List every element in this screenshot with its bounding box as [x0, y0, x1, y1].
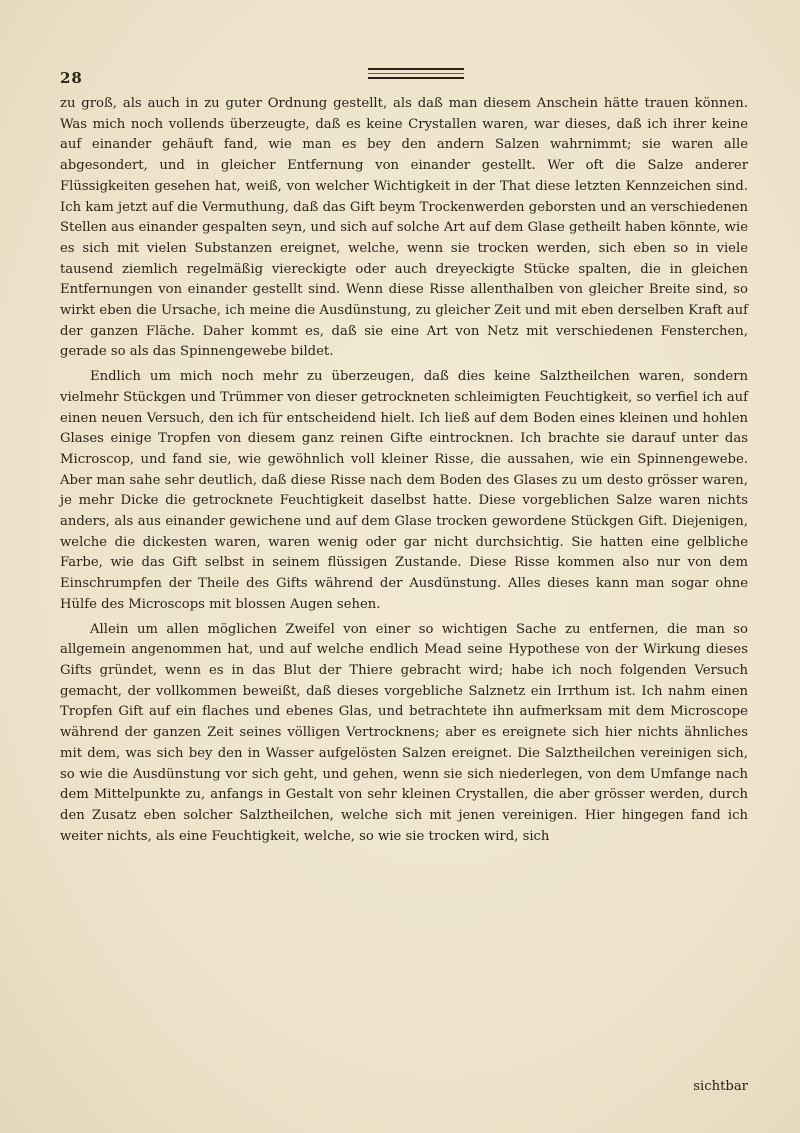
paragraph-2: Endlich um mich noch mehr zu überzeugen, daß dies keine Salztheilchen waren, sondern vielmehr Stückgen und Trümmer von dieser getrockneten schleimigten Feuchtigkeit, so verfiel ich auf einen neuen Versuch, den ich für entscheidend hielt. Ich ließ auf dem Boden eines kleinen und hohlen Glases einige Tropfen von diesem ganz reinen Gifte eintrocknen. Ich brachte sie darauf unter das Microscop, und fand sie, wie gewöhnlich voll kleiner Risse, die aussahen, wie ein Spinnengewebe. Aber man sahe sehr deutlich, daß diese Risse nach dem Boden des Glases zu um desto grösser waren, je mehr Dicke die getrocknete Feuchtigkeit daselbst hatte. Diese vorgeblichen Salze waren nichts anders, als aus einander gewichene und auf dem Glase trocken gewordene Stückgen Gift. Diejenigen, welche die dickesten waren, waren wenig oder gar nicht durchsichtig. Sie hatten eine gelbliche Farbe, wie das Gift selbst in seinem flüssigen Zustande. Diese Risse kommen also nur von dem Einschrumpfen der Theile des Gifts während der Ausdünstung. Alles dieses kann man sogar ohne Hülfe des Microscops mit blossen Augen sehen. — [60, 369, 748, 612]
body-text — [60, 94, 748, 847]
header-ornament — [368, 68, 464, 82]
catchword: sichtbar — [693, 1079, 748, 1094]
paragraph-3: Allein um allen möglichen Zweifel von einer so wichtigen Sache zu entfernen, die man so allgemein angenommen hat, und auf welche endlich Mead seine Hypothese von der Wirkung dieses Gifts gründet, wenn es in das Blut der Thiere gebracht wird; habe ich noch folgenden Versuch gemacht, der vollkommen beweißt, daß dieses vorgebliche Salznetz ein Irrthum ist. Ich nahm einen Tropfen Gift auf ein flaches und ebenes Glas, und betrachtete ihn aufmerksam mit dem Microscope während der ganzen Zeit seines völligen Vertrocknens; aber es ereignete sich hier nichts ähnliches mit dem, was sich bey den in Wasser aufgelösten Salzen ereignet. Die Salztheilchen vereinigen sich, so wie die Ausdünstung vor sich geht, und gehen, wenn sie sich niederlegen, von dem Umfange nach dem Mittelpunkte zu, anfangs in Gestalt von sehr kleinen Crystallen, die aber grösser werden, durch den Zusatz eben solcher Salztheilchen, welche sich mit jenen vereinigen. Hier hingegen fand ich weiter nichts, als eine Feuchtigkeit, welche, so wie sie trocken wird, sich — [60, 621, 748, 844]
paragraph-1: zu groß, als auch in zu guter Ordnung gestellt, als daß man diesem Anschein hätte trauen können. Was mich noch vollends überzeugte, daß es keine Crystallen waren, war dieses, daß ich ihrer keine auf einander gehäuft fand, wie man es bey den andern Salzen wahrnimmt; sie waren alle abgesondert, und in gleicher Entfernung von einander gestellt. Wer oft die Salze anderer Flüssigkeiten gesehen hat, weiß, von welcher Wichtigkeit in der That diese letzten Kennzeichen sind. Ich kam jetzt auf die Vermuthung, daß das Gift beym Trockenwerden geborsten und an verschiedenen Stellen aus einander gespalten seyn, und sich auf solche Art auf dem Glase getheilt haben könnte, wie es sich mit vielen Substanzen ereignet, welche, wenn sie trocken werden, sich eben so in viele tausend ziemlich regelmäßig viereckigte oder auch dreyeckigte Stücke spalten, die in gleichen Entfernungen von einander gestellt sind. Wenn diese Risse allenthalben von gleicher Breite sind, so wirkt eben die Ursache, ich meine die Ausdünstung, zu gleicher Zeit und mit eben derselben Kraft auf der ganzen Fläche. Daher kommt es, daß sie eine Art von Netz mit verschiedenen Fensterchen, gerade so als das Spinnengewebe bildet. — [60, 96, 748, 360]
page-number: 28 — [60, 69, 83, 87]
